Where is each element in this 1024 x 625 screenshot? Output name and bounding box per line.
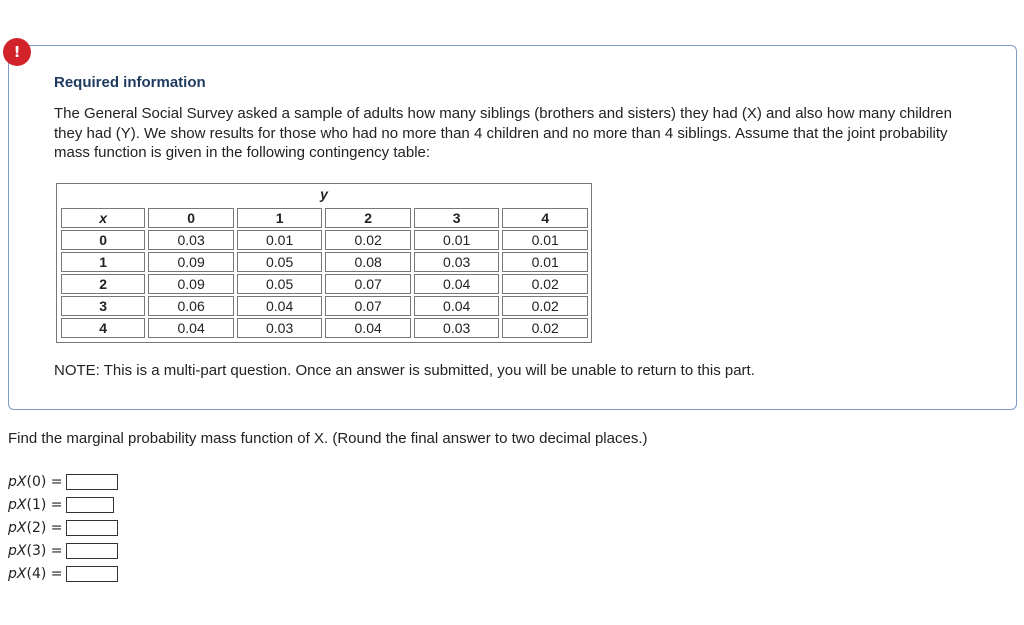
- required-information-panel: [8, 45, 1017, 410]
- table-cell: 0.04: [237, 296, 323, 316]
- table-cell: 0.01: [502, 230, 588, 250]
- table-row: [61, 230, 588, 250]
- table-row: [61, 252, 588, 272]
- answer-list: [8, 470, 118, 585]
- answer-row: [8, 493, 118, 516]
- px1-answer-input[interactable]: [66, 497, 114, 513]
- table-cell: 0.04: [325, 318, 411, 338]
- column-header: 3: [414, 208, 500, 228]
- table-cell: 0.02: [502, 296, 588, 316]
- table-cell: 0.02: [502, 318, 588, 338]
- row-header: 0: [61, 230, 145, 250]
- column-header: 0: [148, 208, 234, 228]
- answer-row: [8, 539, 118, 562]
- table-cell: 0.01: [414, 230, 500, 250]
- answer-label: pX(4) =: [8, 565, 63, 582]
- row-header: 4: [61, 318, 145, 338]
- row-header: 2: [61, 274, 145, 294]
- column-header: 2: [325, 208, 411, 228]
- table-cell: 0.03: [148, 230, 234, 250]
- px2-answer-input[interactable]: [66, 520, 118, 536]
- table-cell: 0.02: [325, 230, 411, 250]
- table-cell: 0.08: [325, 252, 411, 272]
- table-cell: 0.06: [148, 296, 234, 316]
- table-cell: 0.03: [237, 318, 323, 338]
- table-cell: 0.07: [325, 296, 411, 316]
- answer-label: pX(0) =: [8, 473, 63, 490]
- table-row: [61, 274, 588, 294]
- table-cell: 0.03: [414, 252, 500, 272]
- row-header: 1: [61, 252, 145, 272]
- table-cell: 0.04: [414, 274, 500, 294]
- table-header-row: [61, 208, 588, 228]
- table-cell: 0.05: [237, 274, 323, 294]
- answer-label: pX(1) =: [8, 496, 63, 513]
- table-cell: 0.04: [148, 318, 234, 338]
- table-cell: 0.04: [414, 296, 500, 316]
- panel-title: Required information: [54, 74, 206, 91]
- x-header-cell: x: [61, 208, 145, 228]
- answer-label: pX(2) =: [8, 519, 63, 536]
- answer-row: [8, 562, 118, 585]
- table-cell: 0.01: [237, 230, 323, 250]
- answer-label: pX(3) =: [8, 542, 63, 559]
- table-cell: 0.02: [502, 274, 588, 294]
- column-header: 1: [237, 208, 323, 228]
- y-axis-label: y: [320, 186, 328, 202]
- table-cell: 0.05: [237, 252, 323, 272]
- problem-statement: The General Social Survey asked a sample of adults how many siblings (brothers and sisters) they had (X) and also how many children they had (Y). We show results for those who had no more than 4 children and no more than 4 siblings. Assume that the joint probability mass function is given in the following contingency table:: [54, 105, 952, 161]
- row-header: 3: [61, 296, 145, 316]
- answer-row: [8, 470, 118, 493]
- px0-answer-input[interactable]: [66, 474, 118, 490]
- question-text: Find the marginal probability mass function of X. (Round the final answer to two decimal places.): [8, 430, 648, 447]
- px4-answer-input[interactable]: [66, 566, 118, 582]
- table-cell: 0.07: [325, 274, 411, 294]
- table-cell: 0.09: [148, 274, 234, 294]
- answer-row: [8, 516, 118, 539]
- table-cell: 0.03: [414, 318, 500, 338]
- px3-answer-input[interactable]: [66, 543, 118, 559]
- table-cell: 0.01: [502, 252, 588, 272]
- contingency-table: [56, 183, 592, 343]
- column-header: 4: [502, 208, 588, 228]
- joint-pmf-table: [58, 206, 591, 340]
- table-cell: 0.09: [148, 252, 234, 272]
- multi-part-note: NOTE: This is a multi-part question. Once an answer is submitted, you will be unable to return to this part.: [54, 362, 755, 379]
- alert-icon: !: [3, 38, 31, 66]
- table-row: [61, 318, 588, 338]
- table-row: [61, 296, 588, 316]
